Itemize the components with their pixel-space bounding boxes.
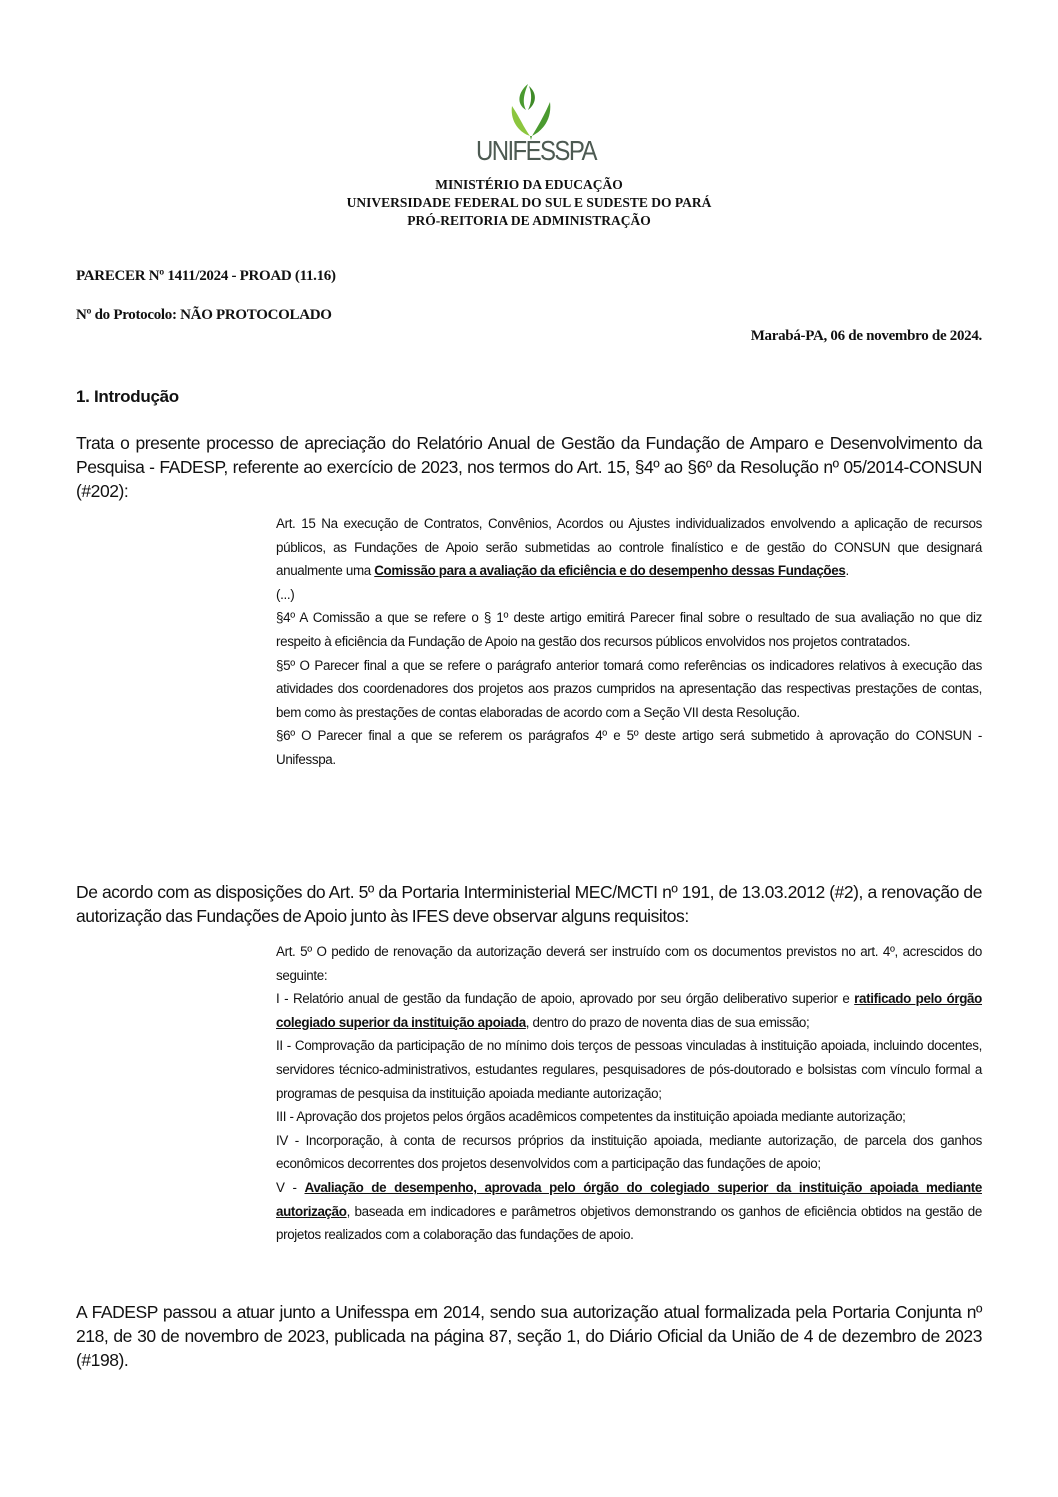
- quote-paragraph-4: §4º A Comissão a que se refere o § 1º deste artigo emitirá Parecer final sobre o resultado de sua avaliação no que diz respeito à eficiência da Fundação de Apoio na gestão dos recursos públicos envolvidos nos projetos contratados.: [276, 610, 982, 649]
- emphasis-commission: Comissão para a avaliação da eficiência e do desempenho dessas Fundações: [374, 563, 846, 579]
- paragraph-fadesp-text: A FADESP passou a atuar junto a Unifesspa em 2014, sendo sua autorização atual formalizada pela Portaria Conjunta nº 218, de 30 de novembro de 2023, publicada na página 87, seção 1, do Diário Oficial da União de 4 de dezembro de 2023 (#198).: [76, 1302, 982, 1370]
- quote-item-iii: III - Aprovação dos projetos pelos órgãos acadêmicos competentes da instituição apoiada mediante autorização;: [276, 1109, 906, 1125]
- quote-art15-caput: Art. 15 Na execução de Contratos, Convênios, Acordos ou Ajustes individualizados envolvendo a aplicação de recursos públicos, as Fundações de Apoio serão submetidas ao controle finalístico e de gestão do CONSUN que designará anualmente uma Comissão para a avaliação da eficiência e do desempenho dessas Fundações.: [276, 516, 982, 579]
- emphasis-ratified: ratificado pelo órgão colegiado superior da instituição apoiada: [276, 991, 982, 1030]
- paragraph-portaria-text: De acordo com as disposições do Art. 5º da Portaria Interministerial MEC/MCTI nº 191, de 13.03.2012 (#2), a renovação de autorização das Fundações de Apoio junto às IFES deve observar alguns requisitos:: [76, 882, 982, 926]
- quote-paragraph-6: §6º O Parecer final a que se referem os parágrafos 4º e 5º deste artigo será submetido à aprovação do CONSUN - Unifesspa.: [276, 728, 982, 767]
- quote-ellipsis: (...): [276, 586, 295, 602]
- institution-header: [0, 176, 1058, 230]
- quote-art5: [276, 940, 982, 1247]
- header-pro-rectory: PRÓ-REITORIA DE ADMINISTRAÇÃO: [407, 213, 651, 228]
- quote-art15: [276, 512, 982, 772]
- protocol-number: Nº do Protocolo: NÃO PROTOCOLADO: [76, 307, 332, 323]
- header-university: UNIVERSIDADE FEDERAL DO SUL E SUDESTE DO PARÁ: [346, 195, 712, 210]
- quote-art5-caput: Art. 5º O pedido de renovação da autorização deverá ser instruído com os documentos previstos no art. 4º, acrescidos do seguinte:: [276, 944, 982, 983]
- section-title: 1. Introdução: [76, 387, 179, 406]
- quote-item-v: V - Avaliação de desempenho, aprovada pelo órgão do colegiado superior da instituição apoiada mediante autorização, baseada em indicadores e parâmetros objetivos demonstrando os ganhos de eficiência obtidos na gestão de projetos realizados com a colaboração das fundações de apoio.: [276, 1179, 982, 1243]
- quote-paragraph-5: §5º O Parecer final a que se refere o parágrafo anterior tomará como referências os indicadores relativos à execução das atividades dos coordenadores dos projetos aos prazos cumpridos na apresentação das respectivas prestações de contas, bem como às prestações de contas elaboradas de acordo com a Seção VII desta Resolução.: [276, 657, 982, 720]
- intro-paragraph: [76, 431, 982, 503]
- quote-item-i: I - Relatório anual de gestão da fundação de apoio, aprovado por seu órgão deliberativo superior e ratificado pelo órgão colegiado superior da instituição apoiada, dentro do prazo de noventa dias de sua emissão;: [276, 991, 982, 1030]
- intro-paragraph-text: Trata o presente processo de apreciação do Relatório Anual de Gestão da Fundação de Amparo e Desenvolvimento da Pesquisa - FADESP, referente ao exercício de 2023, nos termos do Art. 15, §4º ao §6º da Resolução nº 05/2014-CONSUN (#202):: [76, 433, 982, 501]
- paragraph-portaria: [76, 880, 982, 928]
- header-ministry: MINISTÉRIO DA EDUCAÇÃO: [435, 177, 623, 192]
- emphasis-performance: Avaliação de desempenho, aprovada pelo órgão do colegiado superior da instituição apoiada mediante autorização: [276, 1179, 982, 1219]
- unifesspa-logo: [476, 80, 596, 167]
- paragraph-fadesp: [76, 1300, 982, 1372]
- date-line: Marabá-PA, 06 de novembro de 2024.: [750, 328, 982, 344]
- quote-item-ii: II - Comprovação da participação de no mínimo dois terços de pessoas vinculadas à instituição apoiada, incluindo docentes, servidores técnico-administrativos, estudantes regulares, pesquisadores de pós-doutorado e bolsistas com vínculo formal a programas de pesquisa da instituição apoiada mediante autorização;: [276, 1038, 982, 1101]
- quote-item-iv: IV - Incorporação, à conta de recursos próprios da instituição apoiada, mediante autorização, de parcela dos ganhos econômicos decorrentes dos projetos desenvolvidos com a participação das fundações de apoio;: [276, 1132, 982, 1172]
- parecer-number: PARECER Nº 1411/2024 - PROAD (11.16): [76, 268, 336, 284]
- logo-text: UNIFESSPA: [476, 135, 596, 167]
